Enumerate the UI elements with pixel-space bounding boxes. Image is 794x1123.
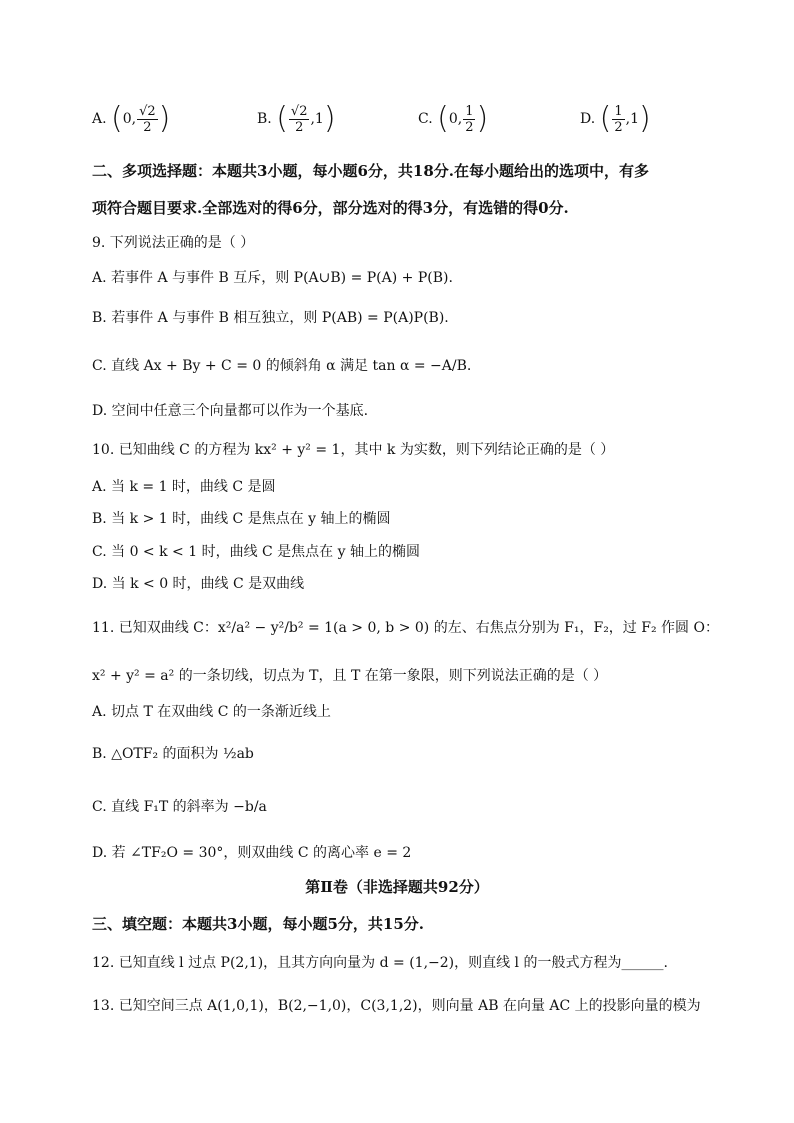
section2-line1: 二、多项选择题：本题共3小题，每小题6分，共18分.在每小题给出的选项中，有多 (92, 162, 649, 180)
section3-heading: 三、填空题：本题共3小题，每小题5分，共15分. (92, 915, 424, 933)
option-b-prev: B. ( $\frac{√2}{2}$ ,1) (257, 101, 336, 136)
q10-option-a: A. 当 k = 1 时，曲线 C 是圆 (92, 479, 276, 495)
q11-stem-line1: 11. 已知双曲线 C：x²/a² − y²/b² = 1(a > 0, b > 0) 的左、右焦点分别为 F₁，F₂，过 F₂ 作圆 O： (92, 620, 719, 636)
q11-option-c: C. 直线 F₁T 的斜率为 −b/a (92, 799, 267, 815)
q10-option-c: C. 当 0 < k < 1 时，曲线 C 是焦点在 y 轴上的椭圆 (92, 544, 420, 560)
option-a-prev: A. (0, $\frac{√2}{2}$ ) (92, 101, 171, 136)
q9-stem: 9. 下列说法正确的是（ ） (92, 235, 255, 251)
option-c-prev: C. (0, $\frac{1}{2}$ ) (418, 101, 489, 136)
q10-option-d: D. 当 k < 0 时，曲线 C 是双曲线 (92, 576, 305, 592)
q11-stem-line2: x² + y² = a² 的一条切线，切点为 T，且 T 在第一象限，则下列说法正确的是（ ） (92, 668, 608, 684)
fraction: $\frac{√2}{2}$ (139, 103, 156, 135)
q10-option-b: B. 当 k > 1 时，曲线 C 是焦点在 y 轴上的椭圆 (92, 511, 391, 527)
q12-stem: 12. 已知直线 l 过点 P(2,1)，且其方向向量为 d = (1,−2)，则直线 l 的一般式方程为______. (92, 955, 668, 971)
q9-option-c: C. 直线 Ax + By + C = 0 的倾斜角 α 满足 tan α = −A/B. (92, 358, 472, 374)
option-c-label: C. (418, 111, 433, 127)
q9-option-b: B. 若事件 A 与事件 B 相互独立，则 P(AB) = P(A)P(B). (92, 310, 449, 326)
q10-stem: 10. 已知曲线 C 的方程为 kx² + y² = 1，其中 k 为实数，则下列结论正确的是（ ） (92, 442, 615, 458)
q11-option-b: B. △OTF₂ 的面积为 ½ab (92, 746, 254, 762)
option-b-label: B. (257, 111, 272, 127)
option-d-prev: D. ( $\frac{1}{2}$ ,1) (580, 101, 651, 136)
q13-stem: 13. 已知空间三点 A(1,0,1)，B(2,−1,0)，C(3,1,2)，则向量 AB 在向量 AC 上的投影向量的模为 (92, 998, 701, 1014)
q11-option-a: A. 切点 T 在双曲线 C 的一条渐近线上 (92, 704, 331, 720)
q11-option-d: D. 若 ∠TF₂O = 30°，则双曲线 C 的离心率 e = 2 (92, 845, 412, 861)
q9-option-d: D. 空间中任意三个向量都可以作为一个基底. (92, 403, 369, 419)
option-d-label: D. (580, 111, 596, 127)
fraction: $\frac{√2}{2}$ (290, 103, 308, 135)
fraction: $\frac{1}{2}$ (465, 103, 474, 135)
q9-option-a: A. 若事件 A 与事件 B 互斥，则 P(A∪B) = P(A) + P(B). (92, 270, 453, 286)
option-a-label: A. (92, 111, 107, 127)
fraction: $\frac{1}{2}$ (614, 103, 623, 135)
section2-line2: 项符合题目要求.全部选对的得6分，部分选对的得3分，有选错的得0分. (92, 199, 569, 217)
part2-title: 第Ⅱ卷（非选择题共92分） (305, 878, 489, 896)
